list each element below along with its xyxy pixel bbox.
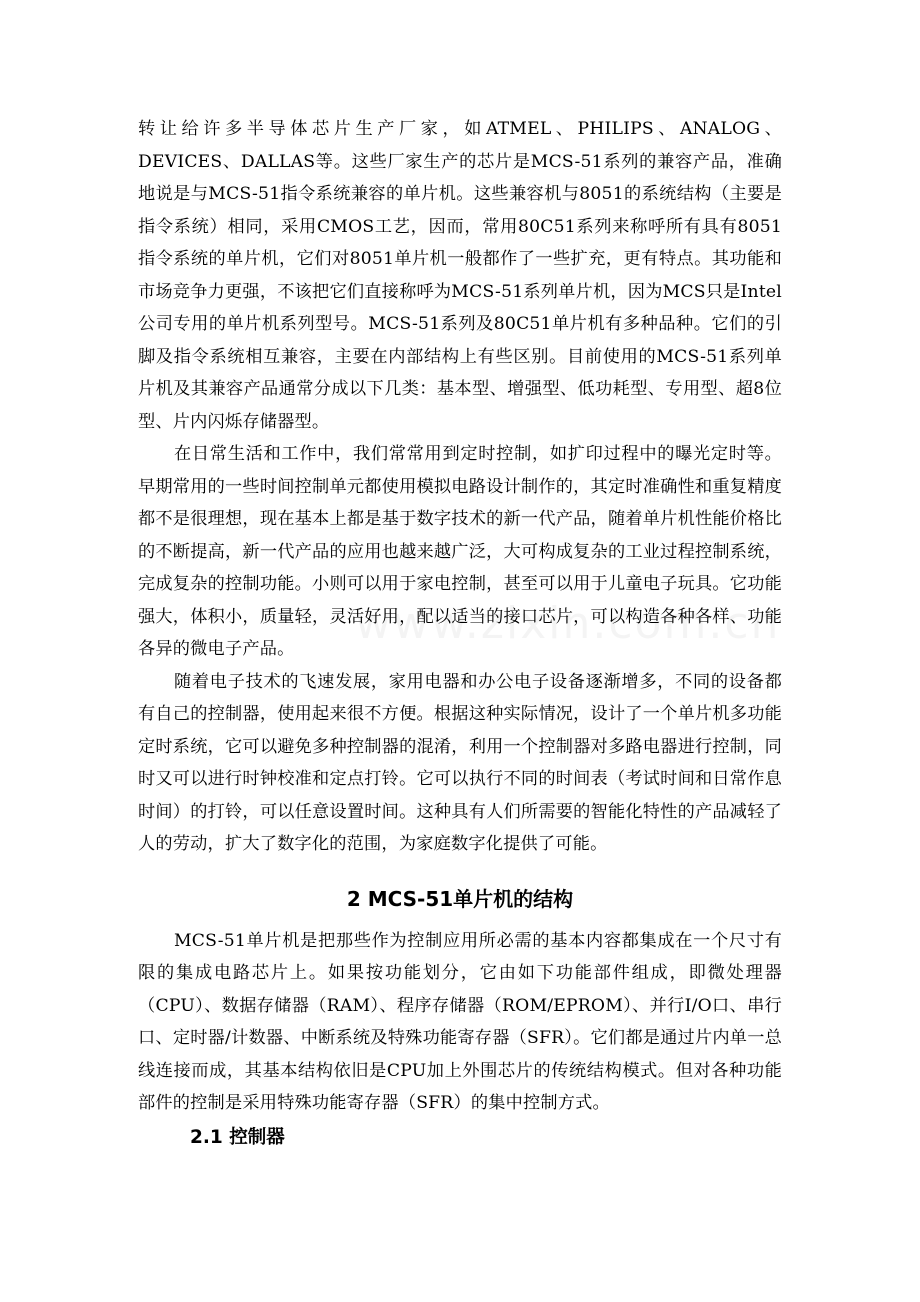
intro-paragraph-1: 转让给许多半导体芯片生产厂家，如ATMEL、PHILIPS、ANALOG、DEVICES、DALLAS等。这些厂家生产的芯片是MCS-51系列的兼容产品，准确地说是与MCS-51指令系统兼容的单片机。这些兼容机与8051的系统结构（主要是指令系统）相同，采用CMOS工艺，因而，常用80C51系列来称呼所有具有8051指令系统的单片机，它们对8051单片机一般都作了一些扩充，更有特点。其功能和市场竞争力更强，不该把它们直接称呼为MCS-51系列单片机，因为MCS只是Intel公司专用的单片机系列型号。MCS-51系列及80C51单片机有多种品种。它们的引脚及指令系统相互兼容，主要在内部结构上有些区别。目前使用的MCS-51系列单片机及其兼容产品通常分成以下几类：基本型、增强型、低功耗型、专用型、超8位型、片内闪烁存储器型。 bbox=[138, 119, 782, 432]
section-paragraph: MCS-51单片机是把那些作为控制应用所必需的基本内容都集成在一个尺寸有限的集成电路芯片上。如果按功能划分，它由如下功能部件组成，即微处理器（CPU）、数据存储器（RAM）、程序存储器（ROM/EPROM）、并行I/O口、串行口、定时器/计数器、中断系统及特殊功能寄存器（SFR）。它们都是通过片内单一总线连接而成，其基本结构依旧是CPU加上外围芯片的传统结构模式。但对各种功能部件的控制是采用特殊功能寄存器（SFR）的集中控制方式。 bbox=[138, 930, 782, 1113]
intro-paragraph-2: 在日常生活和工作中，我们常常用到定时控制，如扩印过程中的曝光定时等。早期常用的一些时间控制单元都使用模拟电路设计制作的，其定时准确性和重复精度都不是很理想，现在基本上都是基于数字技术的新一代产品，随着单片机性能价格比的不断提高，新一代产品的应用也越来越广泛，大可构成复杂的工业过程控制系统，完成复杂的控制功能。小则可以用于家电控制，甚至可以用于儿童电子玩具。它功能强大，体积小，质量轻，灵活好用，配以适当的接口芯片，可以构造各种各样、功能各异的微电子产品。 bbox=[138, 444, 782, 659]
subsection-heading: 2.1 控制器 bbox=[190, 1126, 285, 1148]
section-heading: 2 MCS-51单片机的结构 bbox=[346, 886, 574, 911]
intro-paragraph-3: 随着电子技术的飞速发展，家用电器和办公电子设备逐渐增多，不同的设备都有自己的控制器，使用起来很不方便。根据这种实际情况，设计了一个单片机多功能定时系统，它可以避免多种控制器的混淆，利用一个控制器对多路电器进行控制，同时又可以进行时钟校准和定点打铃。它可以执行不同的时间表（考试时间和日常作息时间）的打铃，可以任意设置时间。这种具有人们所需要的智能化特性的产品减轻了人的劳动，扩大了数字化的范围，为家庭数字化提供了可能。 bbox=[138, 671, 782, 854]
